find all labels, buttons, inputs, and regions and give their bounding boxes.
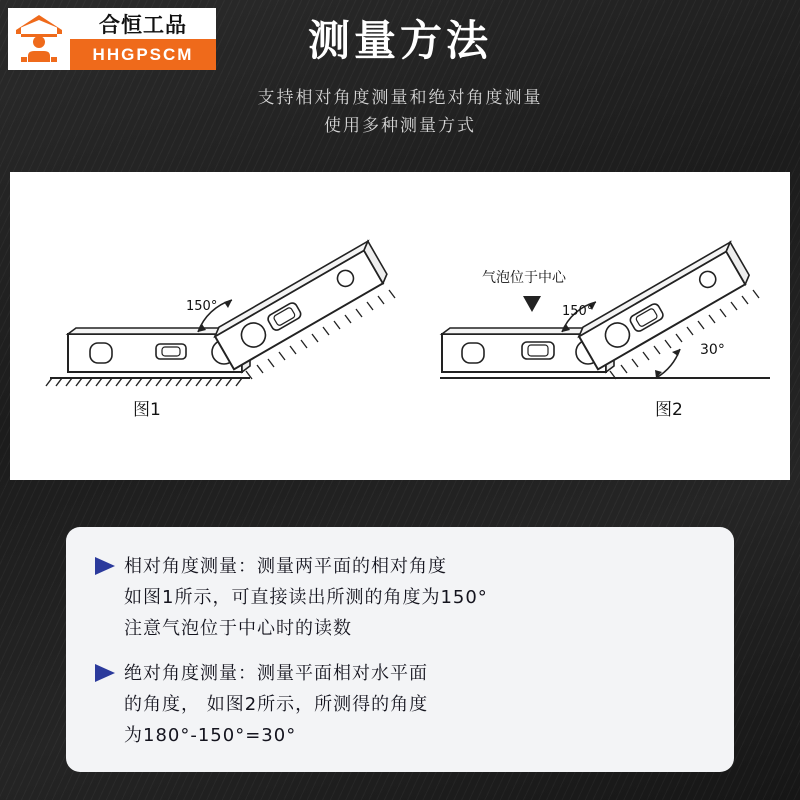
svg-text:150°: 150° <box>186 299 218 314</box>
svg-text:30°: 30° <box>700 342 725 358</box>
page-subtitle-line2: 使用多种测量方式 <box>324 116 476 136</box>
note-text-block <box>124 551 710 644</box>
note-item <box>94 658 710 751</box>
house-figure-icon <box>8 8 70 70</box>
notes-panel <box>66 527 734 772</box>
note-line: 相对角度测量：测量两平面的相对角度 <box>124 556 447 577</box>
figure-2-callout-text: 气泡位于中心 <box>482 270 566 286</box>
note-line: 如图1所示，可直接读出所测的角度为150° <box>124 587 488 608</box>
illustration-panel <box>10 172 790 480</box>
note-line: 注意气泡位于中心时的读数 <box>124 618 352 639</box>
note-text-block <box>124 658 710 751</box>
triangle-right-icon <box>94 663 124 683</box>
page-title: 测量方法 <box>307 16 492 65</box>
triangle-right-icon <box>94 556 124 576</box>
note-line: 绝对角度测量：测量平面相对水平面 <box>124 663 428 684</box>
note-item <box>94 551 710 644</box>
svg-text:150°: 150° <box>562 304 594 319</box>
figure-1-label: 图1 <box>133 400 161 420</box>
note-line: 的角度， 如图2所示，所测得的角度 <box>124 694 429 715</box>
brand-logo-text <box>70 8 216 70</box>
figure-2-label: 图2 <box>655 400 683 420</box>
note-line: 为180°-150°=30° <box>124 725 297 746</box>
page-subtitle-line1: 支持相对角度测量和绝对角度测量 <box>257 88 543 108</box>
brand-logo <box>8 8 216 70</box>
brand-name-en: HHGPSCM <box>70 39 216 70</box>
brand-name-cn: 合恒工品 <box>70 8 216 39</box>
